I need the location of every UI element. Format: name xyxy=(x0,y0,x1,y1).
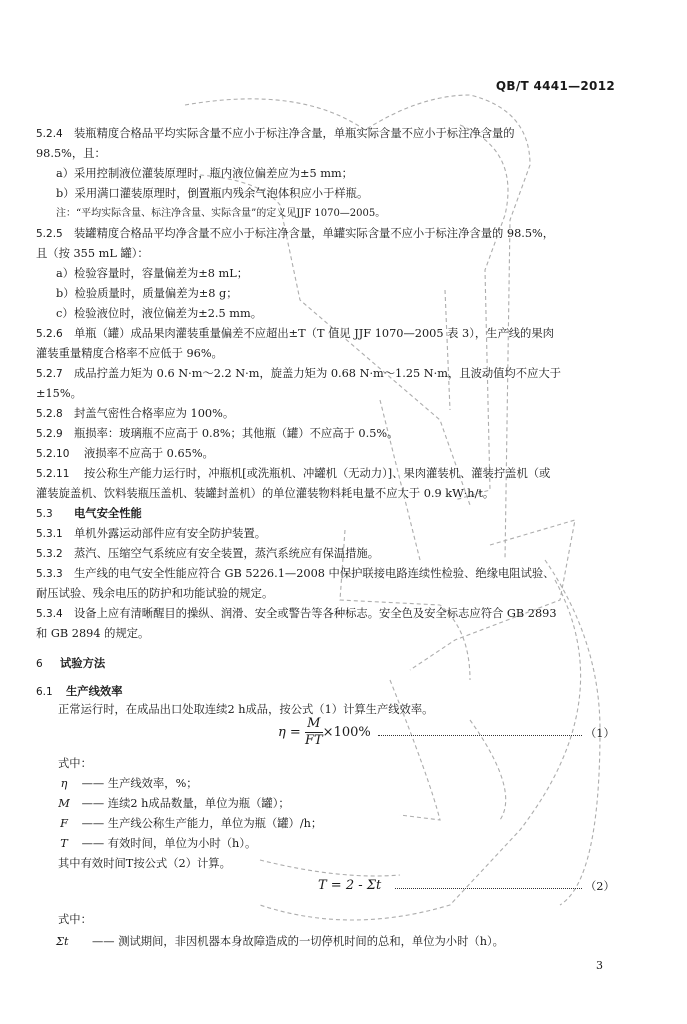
clause-5-2-5-item-c: c）检验液位时，液位偏差为±2.5 mm。 xyxy=(56,307,263,320)
formula-1-denominator: FT xyxy=(304,733,323,748)
section-6-1-heading: 6.1 生产线效率 xyxy=(36,685,123,698)
clause-5-3-3-continued: 耐压试验、残余电压的防护和功能试验的规定。 xyxy=(36,587,274,600)
clause-5-3-4: 5.3.4 设备上应有清晰醒目的操纵、润滑、安全或警告等各种标志。安全色及安全标志应符合 GB 2893 xyxy=(36,607,557,620)
clause-5-2-8: 5.2.8 封盖气密性合格率应为 100%。 xyxy=(36,407,235,420)
clause-5-2-5-continued: 且（按 355 mL 罐）： xyxy=(36,247,149,260)
formula-1-lhs: η = xyxy=(278,725,301,740)
clause-5-2-4-continued: 98.5%，且： xyxy=(36,147,106,160)
clause-5-2-6: 5.2.6 单瓶（罐）成品果肉灌装重量偏差不应超出±T（T 值见 JJF 1070—2005 表 3），生产线的果肉 xyxy=(36,327,554,340)
clause-5-2-4 xyxy=(36,126,515,142)
formula-2-leader xyxy=(395,888,582,889)
clause-number: 5.2.4 xyxy=(36,128,63,140)
where-label-1: 式中： xyxy=(58,757,92,770)
clause-5-2-6-continued: 灌装重量精度合格率不应低于 96%。 xyxy=(36,347,223,360)
standard-code-header: QB/T 4441—2012 xyxy=(495,79,615,93)
clause-5-3-2: 5.3.2 蒸汽、压缩空气系统应有安全装置，蒸汽系统应有保温措施。 xyxy=(36,547,380,560)
clause-5-2-4-note: 注：“平均实际含量、标注净含量、实际含量”的定义见JJF 1070—2005。 xyxy=(56,208,386,219)
formula-2-number: （2） xyxy=(585,880,615,893)
clause-5-2-7-continued: ±15%。 xyxy=(36,387,82,400)
formula-1-leader xyxy=(378,735,582,736)
clause-text: 装瓶精度合格品平均实际含量不应小于标注净含量，单瓶实际含量不应小于标注净含量的 xyxy=(74,127,515,140)
where-label-2: 式中： xyxy=(58,913,92,926)
section-5-3-heading: 5.3 电气安全性能 xyxy=(36,507,142,520)
section-6-heading: 6 试验方法 xyxy=(36,657,106,670)
clause-5-3-3: 5.3.3 生产线的电气安全性能应符合 GB 5226.1—2008 中保护联接电路连续性检验、绝缘电阻试验、 xyxy=(36,567,555,580)
clause-5-2-5-item-a: a）检验容量时，容量偏差为±8 mL； xyxy=(56,267,249,280)
formula-2: T = 2 - Σt xyxy=(318,878,382,893)
clause-5-2-5-item-b: b）检验质量时，质量偏差为±8 g； xyxy=(56,287,238,300)
clause-5-2-11-continued: 灌装旋盖机、饮料装瓶压盖机、装罐封盖机）的单位灌装物料耗电量不应大于 0.9 kW·h/t。 xyxy=(36,487,495,500)
definition-f: F —— 生产线公称生产能力，单位为瓶（罐）/h； xyxy=(60,817,323,830)
formula-1 xyxy=(278,716,371,749)
formula-2-intro: 其中有效时间T按公式（2）计算。 xyxy=(58,857,231,870)
definition-m: M —— 连续2 h成品数量，单位为瓶（罐）； xyxy=(58,797,290,810)
clause-5-3-1: 5.3.1 单机外露运动部件应有安全防护装置。 xyxy=(36,527,267,540)
clause-5-2-4-item-b: b）采用满口灌装原理时，倒置瓶内残余气泡体积应小于样瓶。 xyxy=(56,187,369,200)
section-6-1-intro: 正常运行时，在成品出口处取连续2 h成品，按公式（1）计算生产线效率。 xyxy=(58,703,434,716)
formula-1-number: （1） xyxy=(585,727,615,740)
clause-5-2-9: 5.2.9 瓶损率：玻璃瓶不应高于 0.8%；其他瓶（罐）不应高于 0.5%。 xyxy=(36,427,399,440)
definition-sigma-t: Σt —— 测试期间，非因机器本身故障造成的一切停机时间的总和，单位为小时（h）。 xyxy=(56,935,504,948)
clause-5-2-5: 5.2.5 装罐精度合格品平均净含量不应小于标注净含量，单罐实际含量不应小于标注净含量的 98.5%， xyxy=(36,227,555,240)
clause-5-2-11: 5.2.11 按公称生产能力运行时，冲瓶机[或洗瓶机、冲罐机（无动力）]、果肉灌装机、灌装拧盖机（或 xyxy=(36,467,551,480)
clause-5-2-10: 5.2.10 液损率不应高于 0.65%。 xyxy=(36,447,214,460)
formula-1-fraction xyxy=(305,716,323,749)
clause-5-2-4-item-a: a）采用控制液位灌装原理时，瓶内液位偏差应为±5 mm； xyxy=(56,167,353,180)
clause-5-2-7: 5.2.7 成品拧盖力矩为 0.6 N·m～2.2 N·m，旋盖力矩为 0.68 N·m～1.25 N·m，且波动值均不应大于 xyxy=(36,367,561,380)
formula-1-numerator: M xyxy=(305,716,323,733)
formula-1-rhs: ×100% xyxy=(322,725,371,740)
clause-5-3-4-continued: 和 GB 2894 的规定。 xyxy=(36,627,150,640)
definition-t: T —— 有效时间，单位为小时（h）。 xyxy=(60,837,257,850)
page-number: 3 xyxy=(596,959,603,972)
definition-eta: η —— 生产线效率，%； xyxy=(60,777,198,790)
